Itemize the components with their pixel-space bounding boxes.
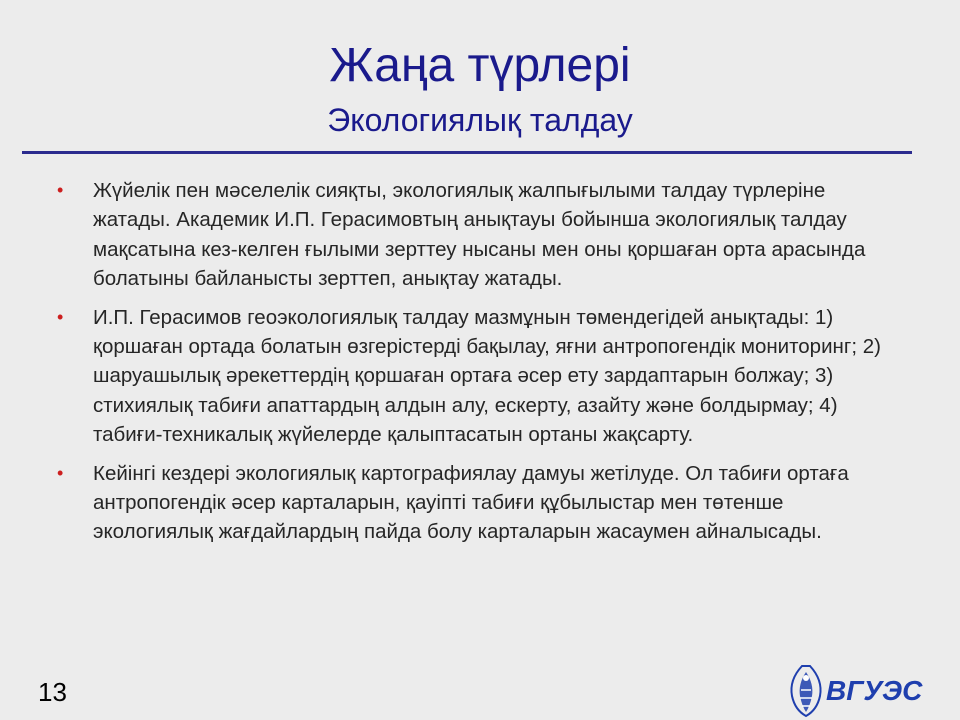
bullet-text: И.П. Герасимов геоэкологиялық талдау мазмұнын төмендегідей анықтады: 1) қоршаған ортада болатын өзгерістерді бақылау, яғни антропогендік мониторинг; 2) шаруашылық әрекеттердің қоршаған ортаға әсер ету зардаптарын болжау; 3) стихиялық табиғи апаттардың алдын алу, ескерту, азайту және болдырмау; 4) табиғи-техникалық жүйелерде қалыптасатын ортаны жақсарту.	[93, 305, 881, 447]
bullet-marker: •	[57, 462, 64, 483]
slide-subtitle: Экологиялық талдау	[327, 102, 633, 138]
bullet-text: Жүйелік пен мәселелік сияқты, экологиялық жалпығылыми талдау түрлеріне жатады. Академик И.П. Герасимовтың анықтауы бойынша экологиялық талдау мақсатына кез-келген ғылыми зерттеу нысаны мен оны қоршаған орта арасында болатыны байланысты зерттеп, анықтау жатады.	[93, 179, 866, 291]
university-logo	[784, 660, 934, 718]
slide-title: Жаңа түрлері	[329, 39, 631, 92]
page-number: 13	[38, 677, 67, 707]
bullet-item	[57, 176, 907, 294]
bullet-text: Кейінгі кездері экологиялық картографиялау дамуы жетілуде. Ол табиғи ортаға антропогендік әсер карталарын, қауіпті табиғи құбылыстар мен төтенше экологиялық жағдайлардың пайда болу карталарын жасаумен айналысады.	[93, 461, 849, 544]
title-divider	[22, 151, 912, 154]
bullet-item	[57, 303, 907, 450]
bullet-marker: •	[57, 306, 64, 327]
logo-text: ВГУЭС	[826, 675, 923, 706]
bullet-marker: •	[57, 180, 64, 200]
bullet-item	[57, 459, 907, 547]
emblem-icon	[791, 666, 820, 716]
bullet-list	[57, 176, 907, 556]
